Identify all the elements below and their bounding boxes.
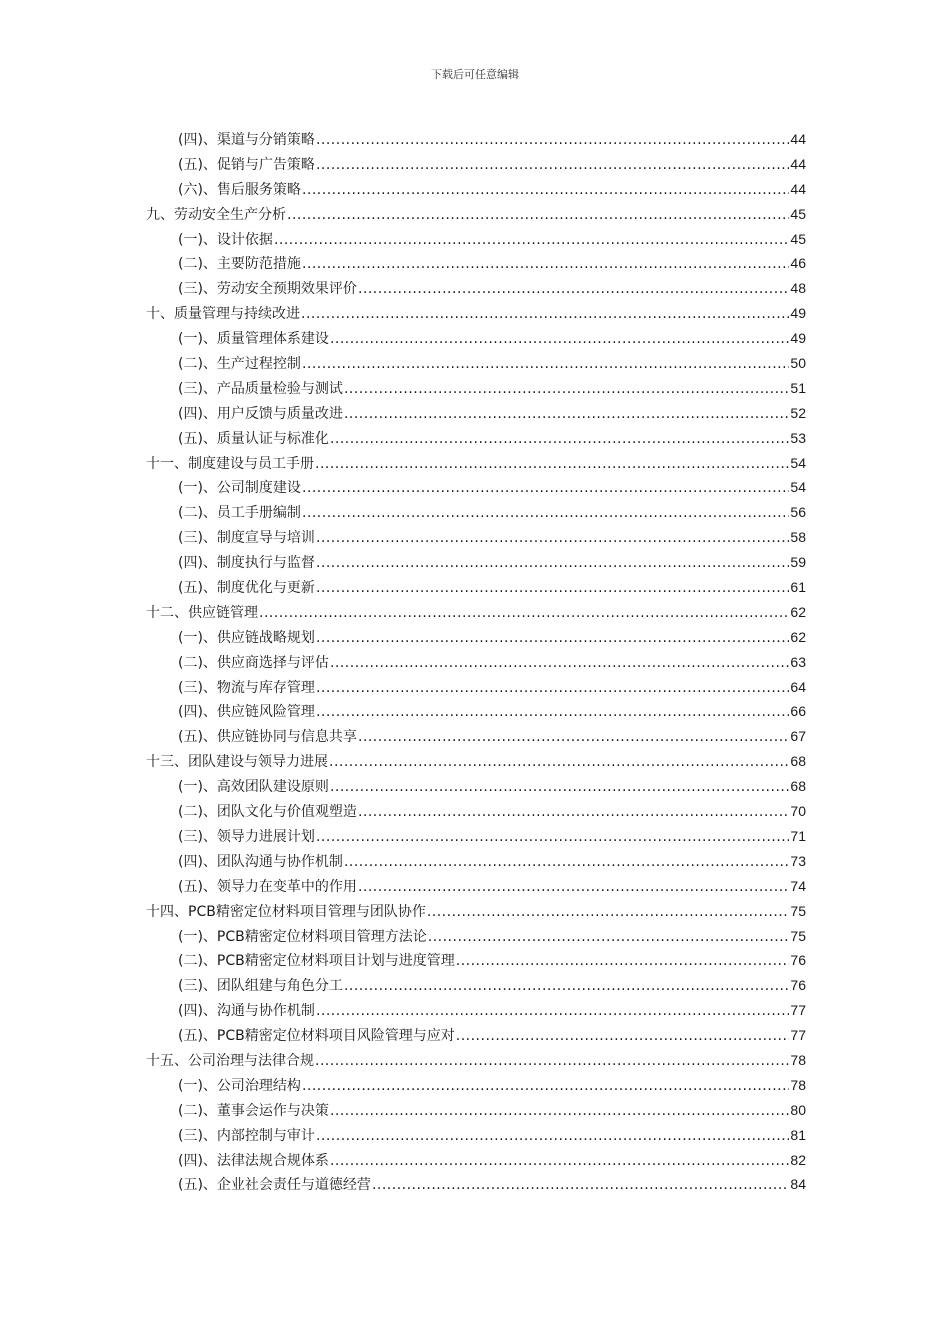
toc-dot-leader [316,626,789,651]
toc-dot-leader [301,302,789,327]
toc-page-number: 77 [790,1002,806,1019]
toc-chapter-entry[interactable] [146,301,806,326]
toc-page-number: 62 [790,628,806,645]
toc-entry-label: (一)、设计依据 [178,231,273,248]
page-header-note: 下载后可任意编辑 [431,68,519,81]
toc-section-entry[interactable] [146,998,806,1023]
toc-entry-label: (三)、领导力进展计划 [178,828,315,845]
toc-chapter-entry[interactable] [146,749,806,774]
toc-page-number: 64 [790,678,806,695]
toc-entry-label: (四)、法律法规合规体系 [178,1152,329,1169]
toc-entry-label: (五)、供应链协同与信息共享 [178,729,357,746]
toc-page-number: 70 [790,803,806,820]
toc-section-entry[interactable] [146,401,806,426]
toc-dot-leader [428,925,790,950]
toc-page-number: 59 [790,554,806,571]
toc-dot-leader [344,377,789,402]
toc-section-entry[interactable] [146,924,806,949]
toc-entry-label: (四)、用户反馈与质量改进 [178,405,343,422]
toc-dot-leader [330,427,789,452]
toc-page-number: 63 [790,653,806,670]
toc-page-number: 75 [790,927,806,944]
toc-dot-leader [330,651,789,676]
toc-entry-label: (二)、PCB精密定位材料项目计划与进度管理 [178,953,455,970]
toc-section-entry[interactable] [146,699,806,724]
toc-page-number: 44 [790,180,806,197]
toc-entry-label: (四)、渠道与分销策略 [178,132,315,148]
toc-dot-leader [344,974,789,999]
toc-dot-leader [287,203,789,228]
toc-entry-label: (五)、质量认证与标准化 [178,430,329,447]
toc-section-entry[interactable] [146,1123,806,1148]
toc-entry-label: (二)、主要防范措施 [178,256,301,273]
toc-dot-leader [315,1049,789,1074]
toc-section-entry[interactable] [146,177,806,202]
toc-entry-label: 九、劳动安全生产分析 [146,206,286,223]
toc-page-number: 44 [790,131,806,147]
toc-section-entry[interactable] [146,799,806,824]
toc-page-number: 52 [790,404,806,421]
toc-page-number: 54 [790,479,806,496]
toc-dot-leader [316,526,789,551]
toc-page-number: 45 [790,230,806,247]
toc-entry-label: 十二、供应链管理 [146,604,258,621]
toc-page-number: 51 [790,379,806,396]
toc-dot-leader [259,601,789,626]
toc-entry-label: (一)、公司治理结构 [178,1077,301,1094]
toc-section-entry[interactable] [146,475,806,500]
toc-page-number: 78 [790,1051,806,1068]
toc-dot-leader [372,1173,789,1198]
toc-page-number: 48 [790,280,806,297]
toc-dot-leader [302,352,789,377]
toc-entry-label: (三)、团队组建与角色分工 [178,978,343,995]
toc-dot-leader [302,252,789,277]
toc-chapter-entry[interactable] [146,600,806,625]
toc-dot-leader [302,178,789,203]
toc-entry-label: (一)、质量管理体系建设 [178,331,329,348]
toc-dot-leader [329,750,789,775]
toc-dot-leader [427,900,790,925]
toc-entry-label: (三)、制度宣导与培训 [178,530,315,547]
toc-page-number: 54 [790,454,806,471]
toc-dot-leader [456,949,790,974]
toc-entry-label: 十三、团队建设与领导力进展 [146,754,328,771]
toc-section-entry[interactable] [146,625,806,650]
toc-entry-label: (二)、团队文化与价值观塑造 [178,804,357,821]
toc-dot-leader [315,452,789,477]
toc-dot-leader [302,1074,789,1099]
toc-page-number: 44 [790,155,806,172]
toc-section-entry[interactable] [146,227,806,252]
toc-dot-leader [316,576,789,601]
toc-page-number: 68 [790,778,806,795]
toc-dot-leader [358,875,789,900]
toc-entry-label: (三)、内部控制与审计 [178,1127,315,1144]
toc-page-number: 71 [790,827,806,844]
toc-dot-leader [456,1024,790,1049]
toc-dot-leader [316,676,789,701]
toc-section-entry[interactable] [146,650,806,675]
toc-section-entry[interactable] [146,874,806,899]
toc-section-entry[interactable] [146,1098,806,1123]
toc-page-number: 81 [790,1126,806,1143]
toc-entry-label: (五)、PCB精密定位材料项目风险管理与应对 [178,1028,455,1045]
toc-section-entry[interactable] [146,152,806,177]
toc-entry-label: (四)、沟通与协作机制 [178,1003,315,1020]
toc-dot-leader [302,476,789,501]
toc-dot-leader [316,1124,789,1149]
toc-section-entry[interactable] [146,774,806,799]
toc-dot-leader [358,800,789,825]
toc-entry-label: (三)、劳动安全预期效果评价 [178,281,357,298]
toc-section-entry[interactable] [146,351,806,376]
toc-page-number: 53 [790,429,806,446]
toc-entry-label: (四)、供应链风险管理 [178,704,315,721]
toc-section-entry[interactable] [146,525,806,550]
toc-entry-label: (一)、PCB精密定位材料项目管理方法论 [178,928,427,945]
toc-entry-label: (四)、团队沟通与协作机制 [178,853,343,870]
toc-section-entry[interactable] [146,849,806,874]
toc-section-entry[interactable] [146,550,806,575]
toc-section-entry[interactable] [146,326,806,351]
toc-dot-leader [302,501,789,526]
toc-entry-label: (二)、董事会运作与决策 [178,1102,329,1119]
toc-entry-label: (五)、制度优化与更新 [178,580,315,597]
toc-page-number: 50 [790,355,806,372]
toc-section-entry[interactable] [146,575,806,600]
toc-section-entry[interactable] [146,276,806,301]
toc-dot-leader [358,277,789,302]
toc-dot-leader [358,725,789,750]
toc-dot-leader [316,700,789,725]
toc-entry-label: 十五、公司治理与法律合规 [146,1052,314,1069]
toc-entry-label: (三)、产品质量检验与测试 [178,380,343,397]
toc-dot-leader [344,402,789,427]
toc-section-entry[interactable] [146,127,806,152]
toc-section-entry[interactable] [146,1148,806,1173]
toc-section-entry[interactable] [146,675,806,700]
toc-section-entry[interactable] [146,948,806,973]
toc-entry-label: (五)、促销与广告策略 [178,156,315,173]
toc-dot-leader [274,228,789,253]
toc-section-entry[interactable] [146,824,806,849]
toc-page-number: 67 [790,728,806,745]
toc-entry-label: (一)、公司制度建设 [178,480,301,497]
toc-chapter-entry[interactable] [146,202,806,227]
toc-entry-label: (六)、售后服务策略 [178,181,301,198]
toc-chapter-entry[interactable] [146,451,806,476]
toc-page-number: 68 [790,753,806,770]
toc-page-number: 74 [790,877,806,894]
toc-page-number: 46 [790,255,806,272]
toc-page-number: 82 [790,1151,806,1168]
toc-section-entry[interactable] [146,1073,806,1098]
toc-section-entry[interactable] [146,1172,806,1197]
toc-dot-leader [316,999,789,1024]
toc-page-number: 66 [790,703,806,720]
toc-section-entry[interactable] [146,251,806,276]
toc-page-number: 80 [790,1101,806,1118]
toc-page-number: 62 [790,603,806,620]
toc-dot-leader [316,825,789,850]
toc-chapter-entry[interactable] [146,899,806,924]
toc-page-number: 45 [790,205,806,222]
toc-page-number: 75 [790,902,806,919]
toc-page-number: 84 [790,1176,806,1193]
toc-dot-leader [316,128,789,153]
toc-entry-label: (二)、员工手册编制 [178,505,301,522]
toc-section-entry[interactable] [146,426,806,451]
toc-page-number: 58 [790,529,806,546]
toc-dot-leader [316,551,789,576]
toc-dot-leader [330,775,789,800]
toc-entry-label: (五)、领导力在变革中的作用 [178,878,357,895]
toc-page-number: 78 [790,1076,806,1093]
toc-section-entry[interactable] [146,973,806,998]
toc-dot-leader [330,1099,789,1124]
toc-page-number: 56 [790,504,806,521]
toc-entry-label: 十、质量管理与持续改进 [146,306,300,323]
toc-entry-label: (二)、生产过程控制 [178,356,301,373]
toc-page-number: 61 [790,579,806,596]
toc-section-entry[interactable] [146,500,806,525]
toc-page-number: 49 [790,330,806,347]
toc-dot-leader [330,1149,789,1174]
toc-chapter-entry[interactable] [146,1048,806,1073]
toc-page-number: 49 [790,305,806,322]
table-of-contents [146,127,806,1197]
toc-entry-label: (五)、企业社会责任与道德经营 [178,1177,371,1194]
toc-page-number: 76 [790,977,806,994]
toc-page-number: 77 [790,1027,806,1044]
toc-entry-label: (三)、物流与库存管理 [178,679,315,696]
toc-entry-label: 十四、PCB精密定位材料项目管理与团队协作 [146,903,426,920]
toc-dot-leader [344,850,789,875]
toc-dot-leader [316,153,789,178]
toc-dot-leader [330,327,789,352]
toc-section-entry[interactable] [146,1023,806,1048]
toc-entry-label: (四)、制度执行与监督 [178,555,315,572]
toc-entry-label: 十一、制度建设与员工手册 [146,455,314,472]
toc-page-number: 73 [790,852,806,869]
toc-section-entry[interactable] [146,724,806,749]
toc-entry-label: (二)、供应商选择与评估 [178,654,329,671]
toc-section-entry[interactable] [146,376,806,401]
toc-entry-label: (一)、高效团队建设原则 [178,779,329,796]
toc-page-number: 76 [790,952,806,969]
toc-entry-label: (一)、供应链战略规划 [178,629,315,646]
